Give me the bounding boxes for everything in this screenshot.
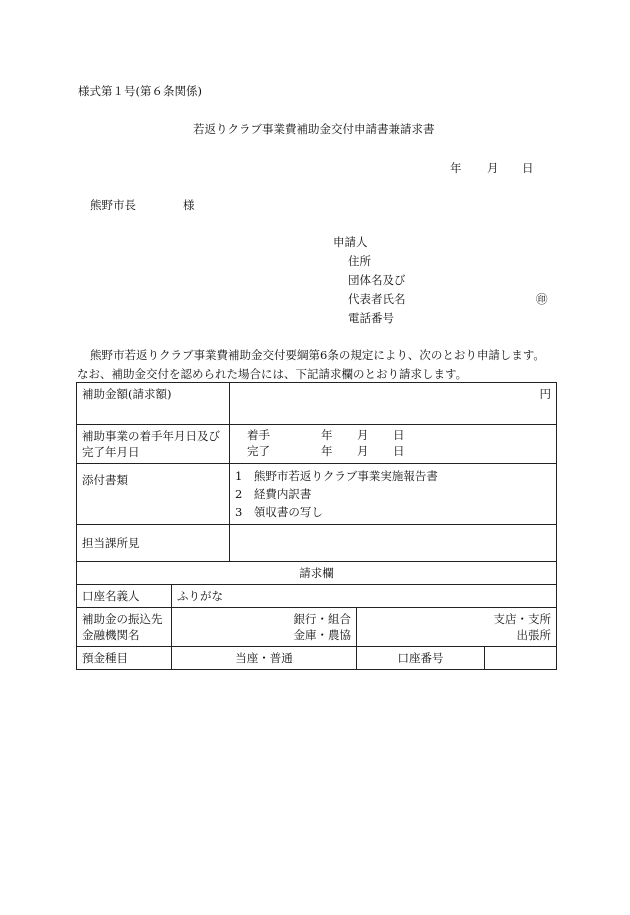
attachment-item: 1 熊野市若返りクラブ事業実施報告書 [235,469,438,483]
branch-type-line1: 支店・支所 [493,612,552,626]
applicant-group-label: 団体名及び [348,273,406,287]
bank-label-line1: 補助金の振込先 [82,612,163,626]
dept-row [77,525,557,562]
attachment-item: 3 領収書の写し [235,505,323,519]
bank-name-field[interactable] [172,608,357,647]
document-title: 若返りクラブ事業費補助金交付申請書兼請求書 [193,122,435,136]
amount-field[interactable] [230,383,557,425]
applicant-rep-label: 代表者氏名 [348,292,406,306]
date-month: 月 [487,161,499,175]
dept-label: 担当課所見 [77,525,230,562]
bank-type-line1: 銀行・組合 [293,612,352,626]
request-header: 請求欄 [77,562,557,585]
applicant-heading: 申請人 [333,235,368,249]
bank-label-line2: 金融機関名 [82,628,140,642]
start-month: 月 [357,428,369,442]
holder-row [77,585,557,608]
furigana-label: ふりがな [177,589,223,603]
seal-mark: ㊞ [536,292,548,306]
request-header-row [77,562,557,585]
date-day: 日 [522,161,534,175]
bank-row [77,608,557,647]
account-label: 口座番号 [357,647,485,670]
branch-name-field[interactable] [357,608,557,647]
branch-type-line2: 出張所 [516,628,552,642]
end-label: 完了 [247,444,271,458]
amount-row [77,383,557,425]
end-year: 年 [321,444,333,458]
start-day: 日 [393,428,405,442]
dept-field[interactable] [230,525,557,562]
account-field[interactable] [485,647,557,670]
application-form-table [76,382,557,670]
applicant-phone-label: 電話番号 [348,311,394,325]
end-month: 月 [357,444,369,458]
deposit-row [77,647,557,670]
end-day: 日 [393,444,405,458]
deposit-label: 預金種目 [77,647,172,670]
form-number: 様式第１号(第６条関係) [78,84,202,98]
period-field[interactable] [230,425,557,464]
body-text-line1: 熊野市若返りクラブ事業費補助金交付要綱第6条の規定により、次のとおり申請します。 [90,348,545,362]
start-label: 着手 [247,428,271,442]
attachments-list [230,464,557,525]
amount-unit: 円 [539,387,552,401]
attachments-label: 添付書類 [77,464,230,525]
attachments-row [77,464,557,525]
bank-label [77,608,172,647]
date-year: 年 [450,161,462,175]
holder-field[interactable] [172,585,557,608]
period-row [77,425,557,464]
holder-label: 口座名義人 [77,585,172,608]
bank-type-line2: 金庫・農協 [293,628,352,642]
start-year: 年 [321,428,333,442]
amount-label: 補助金額(請求額) [77,383,230,425]
period-label: 補助事業の着手年月日及び完了年月日 [77,425,230,464]
addressee-name: 熊野市長 [90,198,136,212]
addressee-honorific: 様 [183,198,195,212]
deposit-types[interactable]: 当座・普通 [172,647,357,670]
attachment-item: 2 経費内訳書 [235,487,312,501]
applicant-address-label: 住所 [348,254,371,268]
body-text-line2: なお、補助金交付を認められた場合には、下記請求欄のとおり請求します。 [77,367,468,381]
